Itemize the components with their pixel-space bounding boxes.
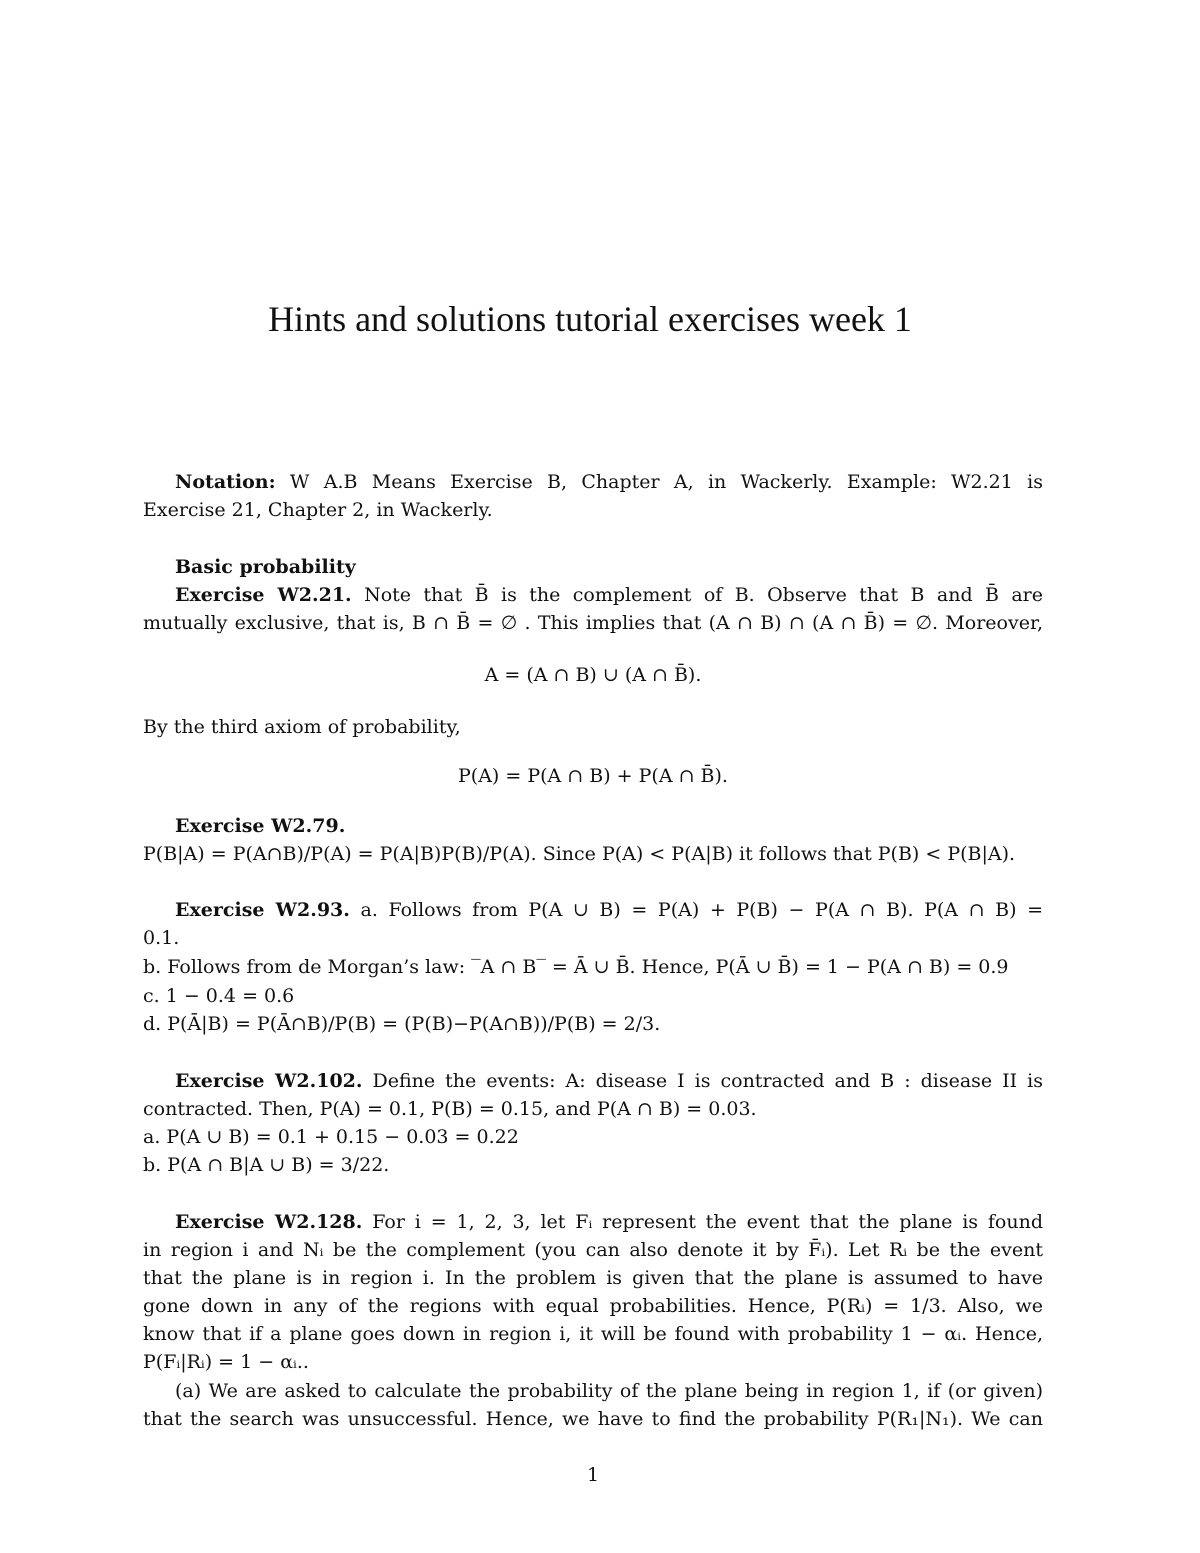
page-title: Hints and solutions tutorial exercises week 1: [268, 299, 912, 339]
exercise-w2128-line-6: P(Fᵢ|Rᵢ) = 1 − αᵢ..: [143, 1351, 309, 1373]
exercise-w293-line-4: c. 1 − 0.4 = 0.6: [143, 985, 295, 1007]
exercise-w293-line-3: b. Follows from de Morgan’s law: ‾A ∩ B‾ = Ā ∪ B̄. Hence, P(Ā ∪ B̄) = 1 − P(A ∩ B) = 0.9: [143, 956, 1009, 978]
notation-label: Notation:: [175, 471, 276, 493]
exercise-w293-label: Exercise W2.93.: [175, 899, 350, 921]
exercise-w279-line-1: P(B|A) = P(A∩B)/P(A) = P(A|B)P(B)/P(A). Since P(A) < P(A|B) it follows that P(B) < P(B|A).: [143, 843, 1016, 865]
exercise-w221-line-2: mutually exclusive, that is, B ∩ B̄ = ∅ . This implies that (A ∩ B) ∩ (A ∩ B̄) = ∅. Moreover,: [143, 612, 1043, 634]
exercise-w2102-line-2: contracted. Then, P(A) = 0.1, P(B) = 0.15, and P(A ∩ B) = 0.03.: [143, 1098, 757, 1120]
notation-line-2: Exercise 21, Chapter 2, in Wackerly.: [143, 499, 493, 521]
exercise-w221-equation-2: P(A) = P(A ∩ B) + P(A ∩ B̄).: [458, 765, 728, 787]
exercise-w221-line-3: By the third axiom of probability,: [143, 716, 461, 738]
exercise-w2128-line-4: gone down in any of the regions with equal probabilities. Hence, P(Rᵢ) = 1/3. Also, we: [143, 1295, 1043, 1317]
exercise-w2128-line-1: [175, 1208, 1043, 1236]
notation-text-1: W A.B Means Exercise B, Chapter A, in Wackerly. Example: W2.21 is: [275, 471, 1043, 493]
exercise-w293-line-2: 0.1.: [143, 927, 180, 949]
exercise-w221-equation-1: A = (A ∩ B) ∪ (A ∩ B̄).: [484, 664, 702, 686]
exercise-w2128-line-2: in region i and Nᵢ be the complement (you can also denote it by F̄ᵢ). Let Rᵢ be the event: [143, 1239, 1043, 1261]
exercise-w2102-label: Exercise W2.102.: [175, 1070, 363, 1092]
exercise-w2128-text-1: For i = 1, 2, 3, let Fᵢ represent the event that the plane is found: [362, 1211, 1044, 1233]
notation-line-1: [175, 468, 1043, 496]
exercise-w2102-line-4: b. P(A ∩ B|A ∪ B) = 3/22.: [143, 1154, 390, 1176]
exercise-w293-line-5: d. P(Ā|B) = P(Ā∩B)/P(B) = (P(B)−P(A∩B))/P(B) = 2/3.: [143, 1013, 661, 1035]
exercise-w2102-text-1: Define the events: A: disease I is contracted and B : disease II is: [362, 1070, 1044, 1092]
exercise-w279-label: Exercise W2.79.: [175, 815, 346, 837]
exercise-w2102-line-1: [175, 1067, 1043, 1095]
exercise-w221-text-1: Note that B̄ is the complement of B. Observe that B and B̄ are: [351, 584, 1044, 606]
page-number: 1: [586, 1464, 600, 1486]
exercise-w2128-line-7: (a) We are asked to calculate the probability of the plane being in region 1, if (or given): [175, 1380, 1043, 1402]
exercise-w221-line-1: [175, 581, 1043, 609]
exercise-w2128-line-8: that the search was unsuccessful. Hence, we have to find the probability P(R₁|N₁). We can: [143, 1408, 1043, 1430]
exercise-w2128-line-5: know that if a plane goes down in region i, it will be found with probability 1 − αᵢ. Hence,: [143, 1323, 1043, 1345]
section-heading-basic-probability: Basic probability: [175, 556, 356, 578]
exercise-w2128-line-3: that the plane is in region i. In the problem is given that the plane is assumed to have: [143, 1267, 1043, 1289]
exercise-w293-text-1: a. Follows from P(A ∪ B) = P(A) + P(B) − P(A ∩ B). P(A ∩ B) =: [349, 899, 1043, 921]
exercise-w221-label: Exercise W2.21.: [175, 584, 352, 606]
exercise-w293-line-1: [175, 896, 1043, 924]
exercise-w2128-label: Exercise W2.128.: [175, 1211, 363, 1233]
exercise-w2102-line-3: a. P(A ∪ B) = 0.1 + 0.15 − 0.03 = 0.22: [143, 1126, 519, 1148]
